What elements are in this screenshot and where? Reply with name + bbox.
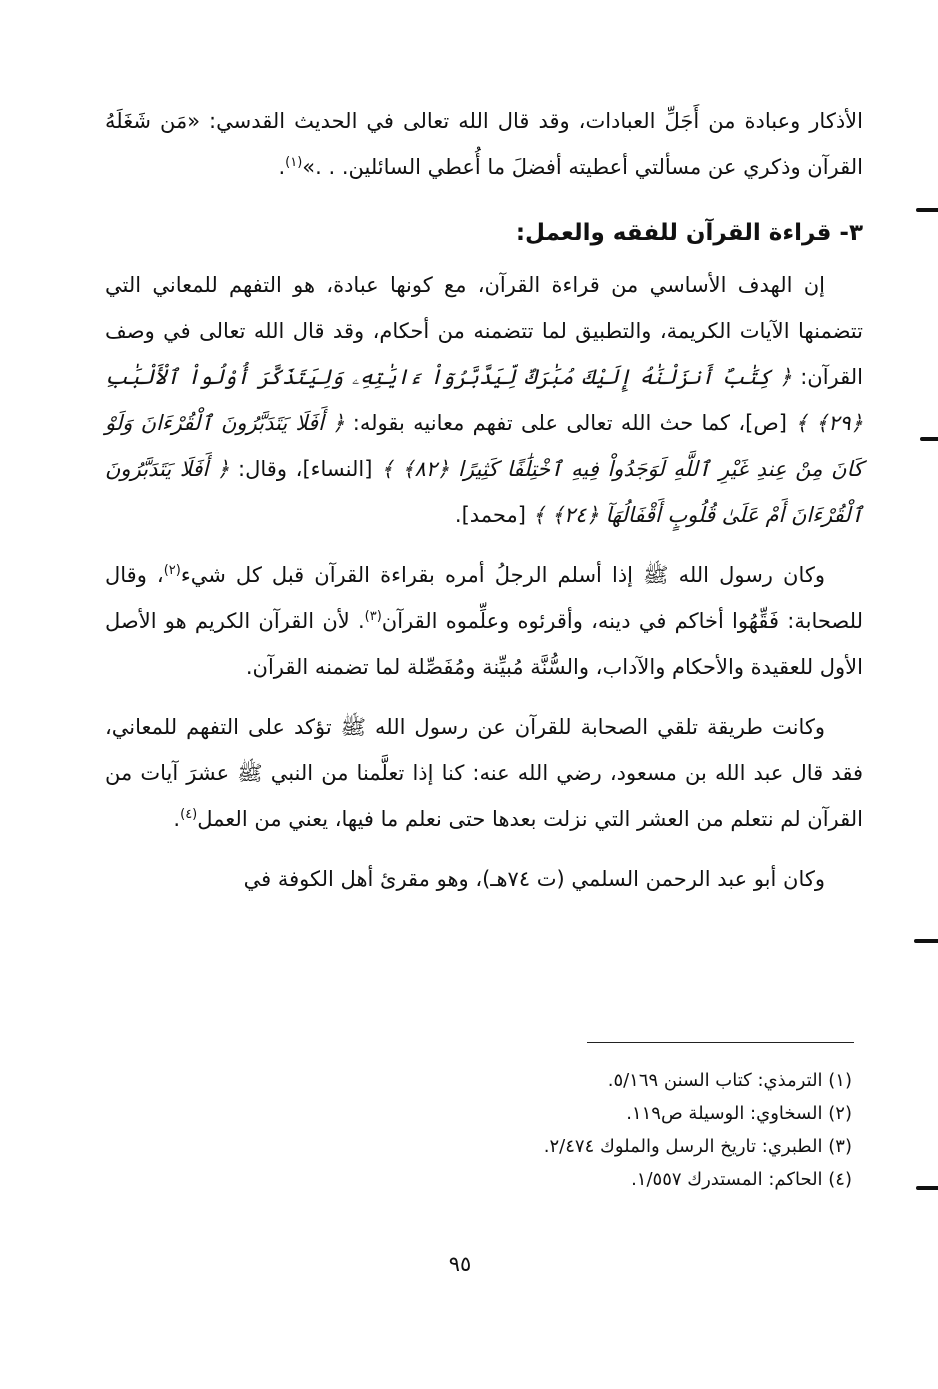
footnote-2: (٢) السخاوي: الوسيلة ص١١٩. <box>626 1103 852 1124</box>
spacer <box>105 842 863 856</box>
paragraph-sulami: وكان أبو عبد الرحمن السلمي (ت ٧٤هـ)، وهو مقرئ أهل الكوفة في <box>243 867 825 891</box>
spacer <box>105 190 863 204</box>
footnotes <box>300 1064 852 1196</box>
spacer <box>105 538 863 552</box>
paragraph-text: إن الهدف الأساسي من قراءة القرآن، مع كونها عبادة، هو التفهم للمعاني التي تتضمنها الآيات الكريمة، والتطبيق لما تتضمنه من أحكام، وقد قال الله تعالى في وصف القرآن: <box>105 273 863 389</box>
footnote-3: (٣) الطبري: تاريخ الرسل والملوك ٢/٤٧٤. <box>543 1136 852 1157</box>
paragraph-prophet <box>105 552 863 690</box>
scan-edge-mark <box>920 437 938 441</box>
paragraph-text: [محمد]. <box>454 503 526 527</box>
spacer <box>105 690 863 704</box>
section-heading: ٣- قراءة القرآن للفقه والعمل: <box>515 220 863 246</box>
quran-verse-sad: ﴿ كِتَٰبٌ أَنزَلْنَٰهُ إِلَيْكَ مُبَٰرَكٌ لِّيَدَّبَّرُوٓاْ ءَايَٰتِهِۦ وَلِيَتَذَكَّرَ أُوْلُواْ ٱلْأَلْبَٰبِ ﴿٢٩﴾ ﴾ <box>105 365 863 435</box>
footnote-divider <box>587 1042 854 1043</box>
page-number: ٩٥ <box>448 1252 472 1276</box>
paragraph-purpose <box>105 262 863 538</box>
paragraph-text: وكان رسول الله ﷺ إذا أسلم الرجلُ أمره بقراءة القرآن قبل كل شيء <box>180 563 826 587</box>
paragraph-text: الأذكار وعبادة من أَجَلِّ العبادات، وقد قال الله تعالى في الحديث القدسي: «مَن شَغَلَهُ القرآن وذكري عن مسألتي أعطيته أفضلَ ما أُعطي السائلين. . .» <box>105 109 863 179</box>
footnote-4: (٤) الحاكم: المستدرك ١/٥٥٧. <box>631 1169 852 1190</box>
paragraph-text: . لأن القرآن الكريم هو الأصل الأول للعقيدة والأحكام والآداب، والسُّنَّة مُبيِّنة ومُفَصِّلة لما تضمنه القرآن. <box>105 609 863 679</box>
quran-verse-muhammad: ﴿ أَفَلَا يَتَدَبَّرُونَ ٱلْقُرْءَانَ أَمْ عَلَىٰ قُلُوبٍ أَقْفَالُهَآ ﴿٢٤﴾ ﴾ <box>105 457 863 527</box>
paragraph-text: [النساء]، وقال: <box>238 457 373 481</box>
paragraph-hadith <box>105 98 863 190</box>
footnote-ref-3[interactable]: (٣) <box>364 609 382 624</box>
footnote-1: (١) الترمذي: كتاب السنن ٥/١٦٩. <box>607 1070 852 1091</box>
paragraph-text: [ص]، كما حث الله تعالى على تفهم معانيه بقوله: <box>352 411 787 435</box>
main-text <box>105 98 863 902</box>
paragraph-tail: . <box>278 155 286 179</box>
paragraph-companions <box>105 704 863 842</box>
scan-edge-mark <box>914 939 938 943</box>
paragraph-text: . <box>173 807 181 831</box>
footnote-ref-4[interactable]: (٤) <box>180 807 198 822</box>
paragraph-text: وكانت طريقة تلقي الصحابة للقرآن عن رسول الله ﷺ تؤكد على التفهم للمعاني، فقد قال عبد الله بن مسعود، رضي الله عنه: كنا إذا تعلَّمنا من النبي ﷺ عشرَ آيات من القرآن لم نتعلم من العشر التي نزلت بعدها حتى نعلم ما فيها، يعني من العمل <box>105 715 863 831</box>
scan-edge-mark <box>916 1186 938 1190</box>
footnote-ref-2[interactable]: (٢) <box>163 563 181 578</box>
footnote-ref-1[interactable]: (١) <box>285 155 303 170</box>
paragraph-text: ، وقال للصحابة: فَقِّهُوا أخاكم في دينه، وأقرئوه وعلِّموه القرآن <box>105 563 863 633</box>
quran-verse-nisa: ﴿ أَفَلَا يَتَدَبَّرُونَ ٱلْقُرْءَانَ وَلَوْ كَانَ مِنْ عِندِ غَيْرِ ٱللَّهِ لَوَجَدُواْ فِيهِ ٱخْتِلَٰفًا كَثِيرًا ﴿٨٢﴾ ﴾ <box>105 411 863 481</box>
scan-edge-mark <box>916 208 938 212</box>
